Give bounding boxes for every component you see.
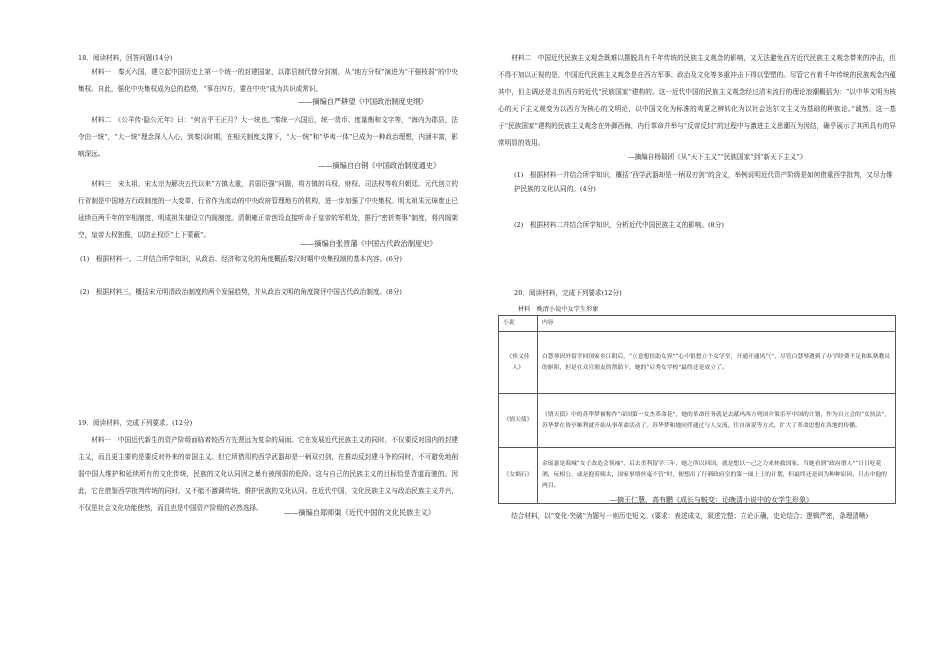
q18-question-1: (1) 根据材料一、二并结合所学知识，从政治、经济和文化的角度概括秦汉时期中央集权制的基本内容。(6分): [80, 255, 402, 263]
q20-question: 结合材料，以“变化·突破”为题写一则历史短文。(要求：表述成文，叙述完整；立论正确，史论结合；逻辑严密，条理清晰): [511, 512, 869, 520]
q18-material-2: 材料二 《公羊传·隐公元年》曰：“何言乎王正月？大一统也。”秦统一六国后，统一货币、度量衡和文字等，“海内为郡县，法令由一统”，“大一统”理念深入人心，到秦汉时期，在相关制度支撑下，“大一统”和“华夷一体”已成为一种政治理想，内涵丰富，影响深远。: [78, 116, 458, 158]
q19-material-1: 材料一 中国近代新生的资产阶级面临着较西方先贤远为复杂的局面。它在发展近代民族主义的同时，不仅要反对国内的封建主义，而且更主要的是要反对外来的帝国主义。但它所借用的西学武器却是一柄双刃剑，在推动反封建斗争的同时，不可避免地削弱中国人维护和延续所有的文化传统，民族的文化认同因之暴有被削弱的危险。这与自己的民族主义的目标恰是背道而驰的。因此，它在借鉴西学批判传统的同时，又不能不激调传统，维护民族的文化认同。在近代中国，文化民族主义与政治民族主义并兴，不仅是社会文化功能使然，而且也是中国资产阶级的必然选择。: [78, 436, 458, 512]
q20-table: [498, 315, 896, 504]
table-cell-content: 白慧琴因外留学回国家乡江阴后，“立意想扶助女界”“心中很想立个女学堂，开通开通风气”，尽管白慧琴遇到了办学经费不足和私塾教员的驱阻，但是在众官朋友的帮助下，她的“启秀女学校”最终还是成立了。: [538, 332, 896, 394]
q20-title: 20．阅读材料，完成下列要求(12分): [514, 289, 622, 297]
q19-material-1-source: ——摘编自郑师渠《近代中国的文化民族主义》: [284, 508, 435, 517]
q18-title: 18．阅读材料，回答问题(14分): [78, 54, 173, 62]
q19-question-1: (1) 根据材料一并结合所学知识，概括“西学武器却是一柄双刃剑”的含义，举例说明近代资产阶级是如何借重西学批判，又尽力维护民族的文化认同的。(4分): [514, 171, 893, 193]
q20-table-caption: 材料 晚清小说中女学生形象: [518, 306, 599, 313]
table-row: [499, 394, 896, 448]
q18-material-3: 材料三 宋太祖、宋太宗为解决五代以来“方镇太重，君弱臣强”问题，将方镇的兵权、财权、司法权等收归朝廷。元代创立的行省制是中国地方行政制度的一大变革，行省作为流动的中央政府管理地方的机构，进一步加强了中央集权。明太祖朱元璋废止已延续百两千年的宰相制度，明成祖朱棣设立内阁制度。清朝雍正帝创设直接听命于皇帝的军机处，推行“密折奏事”制度，将内阁架空，皇帝大权独揽，以防止权臣“上下蒙蔽”。: [78, 180, 458, 239]
table-cell-novel: 《情天债》: [499, 394, 538, 448]
q18-material-2-source: ——摘编自白钢《中国政治制度通史》: [318, 161, 441, 170]
q19-material-2-source: —摘编自杨瑞团《从“天下主义”“民族国家”到“新天下主义”》: [628, 153, 807, 161]
table-header-row: [499, 316, 896, 332]
q19-question-2: (2) 根据材料二并结合所学知识，分析近代中国民族主义的影响。(8分): [514, 221, 724, 229]
table-cell-novel: 《女娲石》: [499, 448, 538, 504]
q18-material-1: 材料一 秦灭六国，建立起中国历史上第一个统一的封建国家，以郡县制代替分封制，从“地方分权”演进为“干强枝弱”的中央集权。自此，强化中央集权成为总的趋势，“事在四方，要在中央”成为共识或常识。: [78, 68, 458, 93]
table-header-content: 内容: [538, 316, 896, 332]
table-cell-content: 金瑶瑟是海城“女子改造会领袖”，后去美利留学三年，她之所以回国，就是想以一己之力来拯救国家。当她看到“政府谓人”“日日吃花酒，玩相公，或是抱着姨太，国家事情丝毫不管”时，便想出了行刺政府皇的第一面上上的计划，但最终还是因为种种原因，只击中他的两目。: [538, 448, 896, 504]
table-cell-novel: 《侠义佳人》: [499, 332, 538, 394]
table-row: [499, 332, 896, 394]
table-header-novel: 小说: [499, 316, 538, 332]
q19-title: 19．阅读材料，完成下列要求。(12分): [78, 419, 193, 427]
table-cell-content: 《情天债》中的苏华梦被称作“帝国第一女杰革命花”，她的革命任务就是去献玛西方列国介策乐亭中国的计划，作为自立会的“女执法”，苏华梦在资亭顺利就开始从事革命活动了。苏华梦和她同伴通过与人交流，往自演说等方式，扩大了革命思想在各地的传播。: [538, 394, 896, 448]
q20-table-source: —摘王仁慧、高有鹏《成长与蜕变：论晚清小说中的女学生形象》: [610, 496, 813, 504]
q18-material-1-source: ——摘编自严耕望《中国政治制度史纲》: [298, 97, 428, 106]
q18-question-2: (2) 根据材料三，概括宋元明清政治制度的两个发展趋势，并从政治文明的角度简评中国古代政治制度。(8分): [80, 288, 402, 296]
q19-material-2: 材料二 中国近代民族主义观念既难以摆脱具有千年传统的民族主义观念的影响，又无法避免西方近代民族主义观念带来的冲击，但不得不加以正视的是，中国近代民族主义观念是在西方军事、政治及文化等多重冲击下得以型塑的。尽管它有着千年传统的民族观念内蕴其中，但主调还是北仿西方的近代“民族国家”建构的。这一近代中国的民族主义观念经过清末流行的理论浪潮概括为：“以中华文明为核心的天下主义观变为以西方为核心的文明论，以中国文化为标准的夷夏之辨转化为以社会达尔文主义为基础的种族论。”诚然，这一基于“民族国家”建构的民族主义观念在外御西侮，内行革命并举与“反帝反封”的过程中与激进主义思潮互为因结，确乎展示了其所具有的异常明显的效用。: [498, 54, 896, 147]
q18-material-3-source: ——摘编自张晋藩《中国古代政治制度史》: [300, 239, 437, 248]
